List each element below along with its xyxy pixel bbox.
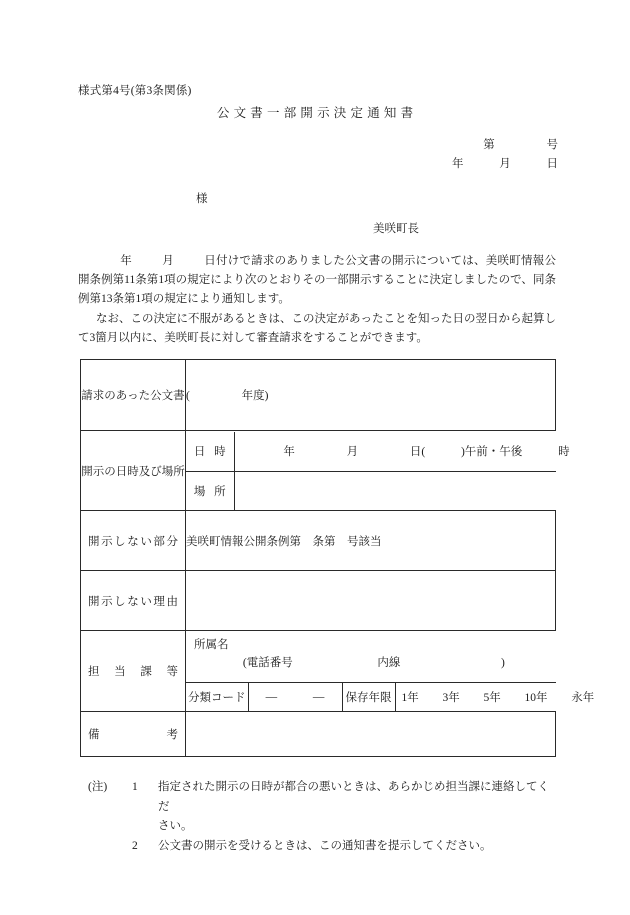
document-title: 公文書一部開示決定通知書 bbox=[216, 106, 418, 120]
retention-option-3y[interactable]: 3年 bbox=[442, 691, 460, 704]
date-month-label: 月 bbox=[499, 158, 511, 170]
cell-place-value[interactable] bbox=[234, 472, 556, 510]
document-number-field bbox=[483, 136, 558, 152]
table-row-non-disclosure-reason bbox=[81, 571, 556, 631]
cell-non-disclosure-reason-value[interactable] bbox=[186, 571, 556, 631]
retention-option-1y[interactable]: 1年 bbox=[401, 691, 419, 704]
telephone-paren-close: ) bbox=[500, 657, 505, 669]
table-row-non-disclosed-part bbox=[81, 511, 556, 571]
note-text-1: 指定された開示の日時が都合の悪いときは、あらかじめ担当課に連絡してくだ bbox=[158, 781, 549, 813]
note-number-2: 2 bbox=[132, 839, 138, 852]
datetime-month-label: 月 bbox=[346, 446, 359, 459]
retention-option-5y[interactable]: 5年 bbox=[483, 691, 501, 704]
datetime-place-inner-table bbox=[186, 432, 570, 510]
class-code-separator-2: — bbox=[312, 690, 325, 703]
sublabel-place: 場 所 bbox=[186, 472, 234, 510]
cell-datetime-place-wrapper bbox=[186, 431, 570, 511]
telephone-line bbox=[186, 654, 556, 675]
retention-options[interactable] bbox=[395, 682, 595, 711]
date-year-label: 年 bbox=[452, 158, 464, 170]
number-suffix-label: 号 bbox=[546, 139, 558, 151]
table-row-remarks bbox=[81, 712, 556, 757]
note-number-1: 1 bbox=[132, 781, 138, 793]
row-label-non-disclosure-reason: 開示しない理由 bbox=[81, 571, 186, 631]
row-label-section-in-charge: 担当課等 bbox=[81, 631, 186, 712]
inner-row-affiliation bbox=[186, 631, 556, 682]
section-in-charge-inner-table bbox=[186, 631, 595, 711]
issuer-name: 美咲町長 bbox=[373, 223, 419, 235]
inner-row-code-retention bbox=[186, 682, 556, 711]
datetime-hour-label: 時 bbox=[558, 446, 570, 459]
cell-affiliation[interactable] bbox=[186, 631, 556, 682]
form-number: 様式第4号(第3条関係) bbox=[78, 85, 192, 97]
cell-remarks-value[interactable] bbox=[186, 712, 556, 757]
retention-option-permanent[interactable]: 永年 bbox=[571, 691, 595, 704]
note-item-1 bbox=[88, 778, 558, 817]
note-marker: (注) bbox=[88, 781, 108, 793]
note-continuation-1: さい。 bbox=[158, 820, 193, 832]
notification-table bbox=[80, 359, 595, 757]
document-date-field bbox=[452, 155, 558, 171]
datetime-day-label: 日( bbox=[409, 446, 426, 459]
class-code-label: 分類コード bbox=[186, 682, 248, 711]
cell-datetime-value[interactable] bbox=[234, 432, 570, 472]
cell-class-code-value[interactable] bbox=[248, 682, 342, 711]
row-label-non-disclosed-part: 開示しない部分 bbox=[81, 511, 186, 571]
paragraph2-text: なお、この決定に不服があるときは、この決定があったことを知った日の翌日から起算して3箇月以内に、美咲町長に対して審査請求をすることができます。 bbox=[78, 312, 556, 344]
retention-option-10y[interactable]: 10年 bbox=[524, 691, 548, 704]
row-label-remarks: 備考 bbox=[81, 712, 186, 757]
footer-notes bbox=[88, 778, 558, 856]
datetime-ampm-label: )午前・午後 bbox=[460, 446, 523, 459]
paragraph1-text: 日付けで請求のありました公文書の開示については、美咲町情報公開条例第11条第1項の規定により次のとおりその一部開示することに決定しましたので、同条例第13条第1項の規定により通知します。 bbox=[78, 255, 556, 306]
body-text bbox=[78, 252, 556, 348]
paragraph1-year-label: 年 bbox=[120, 255, 132, 267]
paragraph1-month-label: 月 bbox=[161, 255, 174, 267]
datetime-year-label: 年 bbox=[283, 446, 295, 459]
class-code-separator-1: — bbox=[265, 690, 278, 703]
requested-doc-paren-open: ( bbox=[186, 390, 190, 402]
cell-section-in-charge-wrapper bbox=[186, 631, 595, 712]
table-row-section-in-charge bbox=[81, 631, 556, 712]
telephone-label: (電話番号 bbox=[242, 657, 293, 669]
inner-row-datetime bbox=[186, 432, 556, 472]
cell-requested-doc-value[interactable] bbox=[186, 360, 556, 431]
cell-non-disclosed-part-value[interactable]: 美咲町情報公開条例第 条第 号該当 bbox=[186, 511, 556, 571]
row-label-datetime-place: 開示の日時及び場所 bbox=[81, 431, 186, 511]
row-label-requested-doc: 請求のあった公文書 bbox=[81, 360, 186, 431]
sublabel-datetime: 日 時 bbox=[186, 432, 234, 472]
body-paragraph-2 bbox=[78, 310, 556, 348]
note-text-2: 公文書の開示を受けるときは、この通知書を提示してください。 bbox=[158, 839, 492, 852]
addressee-line: 様 bbox=[196, 193, 208, 205]
table-row-datetime-place bbox=[81, 431, 556, 511]
note-item-2 bbox=[88, 837, 558, 857]
requested-doc-fiscal-year-label: 年度) bbox=[241, 390, 269, 402]
table-row-requested-doc bbox=[81, 360, 556, 431]
extension-label: 内線 bbox=[377, 657, 401, 669]
date-day-label: 日 bbox=[546, 158, 558, 170]
inner-row-place bbox=[186, 472, 556, 510]
affiliation-label: 所属名 bbox=[194, 639, 229, 651]
body-paragraph-1 bbox=[78, 252, 556, 310]
number-prefix-label: 第 bbox=[483, 139, 495, 151]
retention-label: 保存年限 bbox=[342, 682, 395, 711]
